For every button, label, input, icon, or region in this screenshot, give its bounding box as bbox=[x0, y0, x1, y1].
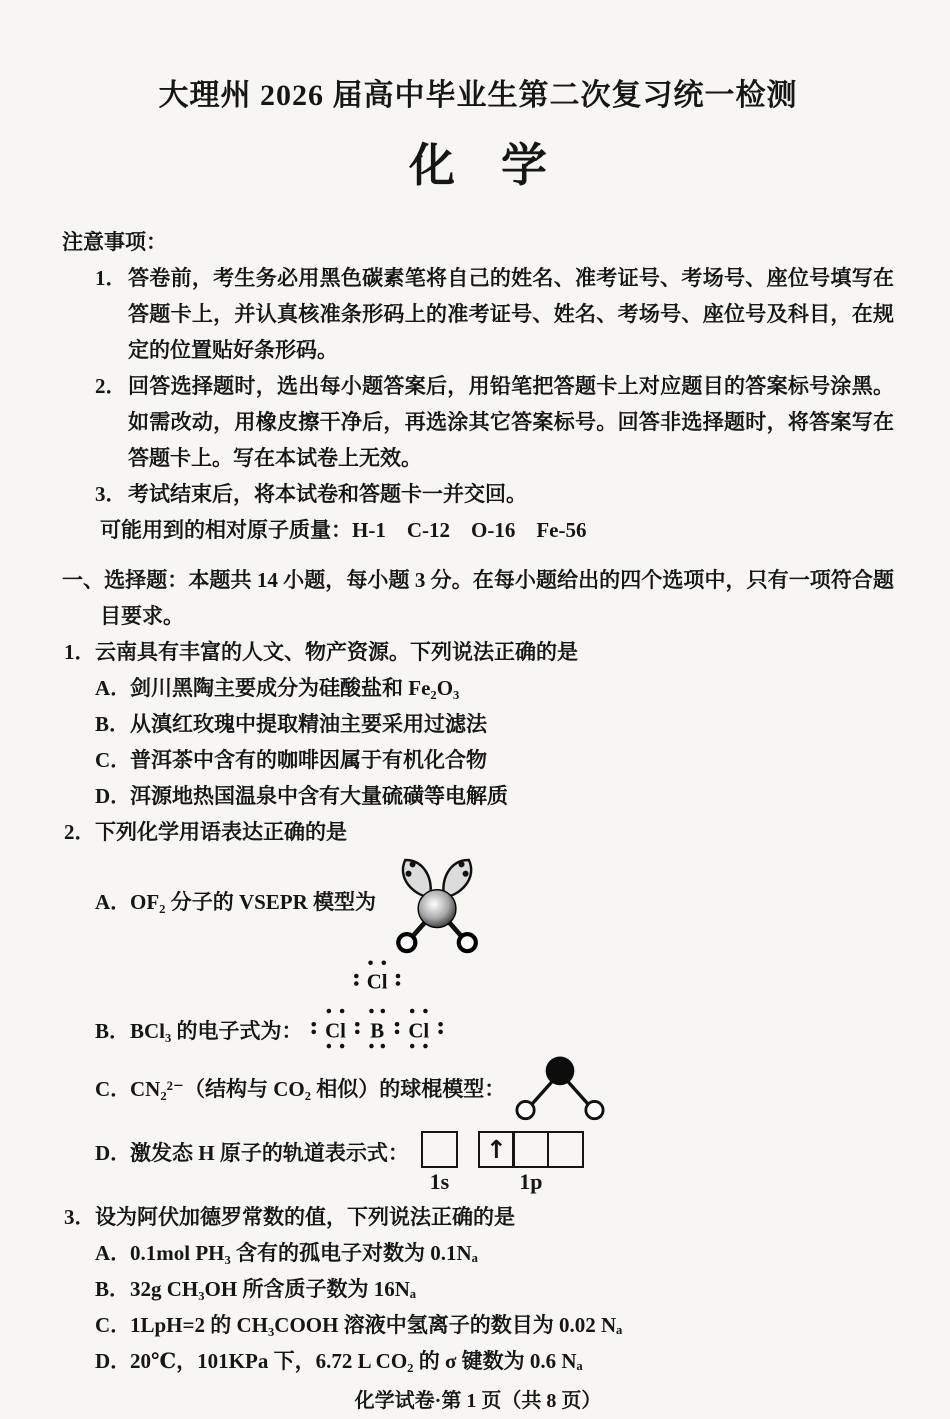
q3-option-d bbox=[62, 1343, 894, 1379]
q1-option-d-text: 洱源地热国温泉中含有大量硫磺等电解质 bbox=[130, 784, 508, 808]
q2-option-b-text: BCl₃ 的电子式为： bbox=[130, 1019, 303, 1043]
q1-option-d-label: D． bbox=[95, 784, 132, 808]
orbital-1s-group bbox=[421, 1131, 458, 1195]
notice-item-2-number: 2． bbox=[95, 374, 127, 398]
notice-item-1 bbox=[62, 260, 894, 368]
orbital-label-1p: 1p bbox=[519, 1169, 543, 1194]
orbital-1p-group bbox=[478, 1131, 584, 1195]
notice-item-1-text: 答卷前，考生务必用黑色碳素笔将自己的姓名、准考证号、考场号、座位号填写在答题卡上，并认真核准条形码上的准考证号、姓名、考场号、座位号及科目，在规定的位置贴好条形码。 bbox=[128, 266, 894, 362]
q3-option-a-label: A． bbox=[95, 1241, 132, 1265]
terminal-ball-left bbox=[517, 1101, 534, 1118]
up-arrow-icon: ↑ bbox=[485, 1135, 507, 1164]
q3-option-d-label: D． bbox=[95, 1349, 132, 1373]
q1-option-c-text: 普洱茶中含有的咖啡因属于有机化合物 bbox=[130, 748, 487, 772]
svg-text:Cl: Cl bbox=[407, 1018, 429, 1043]
question-2 bbox=[62, 814, 894, 1199]
q2-option-d-label: D． bbox=[95, 1141, 132, 1165]
notice-item-3-text: 考试结束后，将本试卷和答题卡一并交回。 bbox=[128, 482, 527, 506]
question-1-stem-text: 云南具有丰富的人文、物产资源。下列说法正确的是 bbox=[95, 640, 578, 664]
notice-section bbox=[62, 224, 894, 548]
question-1-number: 1． bbox=[64, 640, 96, 664]
question-1 bbox=[62, 634, 894, 814]
notice-item-2 bbox=[62, 368, 894, 476]
q1-option-a bbox=[62, 670, 894, 706]
q1-option-b bbox=[62, 706, 894, 742]
q2-option-d bbox=[62, 1129, 894, 1199]
notice-item-1-number: 1． bbox=[95, 266, 127, 290]
orbital-box-1p-3 bbox=[547, 1131, 584, 1168]
q2-option-b-label: B． bbox=[95, 1019, 131, 1043]
lewis-structure-diagram bbox=[309, 954, 451, 1051]
orbital-diagram bbox=[421, 1129, 584, 1195]
page-footer: 化学试卷·第 1 页（共 8 页） bbox=[354, 1390, 602, 1412]
question-2-stem bbox=[62, 814, 894, 850]
q1-option-c bbox=[62, 742, 894, 778]
q3-option-c bbox=[62, 1307, 894, 1343]
notice-item-2-text: 回答选择题时，选出每小题答案后，用铅笔把答题卡上对应题目的答案标号涂黑。如需改动，用橡皮擦干净后，再选涂其它答案标号。回答非选择题时，将答案写在答题卡上。写在本试卷上无效。 bbox=[128, 374, 894, 470]
notice-heading: 注意事项： bbox=[62, 230, 167, 254]
q1-option-a-text: 剑川黑陶主要成分为硅酸盐和 Fe₂O₃ bbox=[130, 676, 460, 700]
question-2-number: 2． bbox=[64, 820, 96, 844]
q1-option-d bbox=[62, 778, 894, 814]
question-3-stem-text: 设为阿伏加德罗常数的值，下列说法正确的是 bbox=[95, 1205, 515, 1229]
lewis-top-cl bbox=[354, 960, 400, 993]
section-1-heading: 一、选择题：本题共 14 小题，每小题 3 分。在每小题给出的四个选项中，只有一项符合题目要求。 bbox=[62, 568, 894, 628]
q3-option-b-text: 32g CH₃OH 所含质子数为 16Nₐ bbox=[130, 1277, 417, 1301]
q3-option-a bbox=[62, 1235, 894, 1271]
atomic-masses-line: 可能用到的相对原子质量：H-1 C-12 O-16 Fe-56 bbox=[100, 518, 587, 542]
q2-option-c bbox=[62, 1051, 894, 1127]
q2-option-a-label: A． bbox=[95, 890, 132, 914]
q2-option-b bbox=[62, 954, 894, 1051]
q3-option-d-text: 20℃，101KPa 下，6.72 L CO₂ 的 σ 键数为 0.6 Nₐ bbox=[130, 1349, 583, 1373]
vsepr-model-diagram bbox=[386, 850, 490, 954]
svg-text:Cl: Cl bbox=[324, 1018, 346, 1043]
orbital-label-1s: 1s bbox=[429, 1169, 450, 1194]
notice-item-3-number: 3． bbox=[95, 482, 127, 506]
orbital-1p-boxes bbox=[478, 1131, 584, 1168]
q2-option-a-text: OF₂ 分子的 VSEPR 模型为 bbox=[130, 890, 377, 914]
question-3-number: 3． bbox=[64, 1205, 96, 1229]
question-2-stem-text: 下列化学用语表达正确的是 bbox=[95, 820, 347, 844]
question-1-stem bbox=[62, 634, 894, 670]
q2-option-d-text: 激发态 H 原子的轨道表示式： bbox=[130, 1141, 409, 1165]
page-title: 大理州 2026 届高中毕业生第二次复习统一检测 bbox=[158, 79, 798, 112]
q1-option-b-text: 从滇红玫瑰中提取精油主要采用过滤法 bbox=[130, 712, 487, 736]
notice-item-3 bbox=[62, 476, 894, 512]
q2-option-c-text: CN₂²⁻（结构与 CO₂ 相似）的球棍模型： bbox=[130, 1077, 506, 1101]
q2-option-c-label: C． bbox=[95, 1077, 132, 1101]
orbital-box-1p-1 bbox=[478, 1131, 515, 1168]
svg-text:B: B bbox=[369, 1018, 384, 1043]
central-ball bbox=[546, 1056, 575, 1085]
terminal-atom-right bbox=[459, 934, 476, 951]
q3-option-b-label: B． bbox=[95, 1277, 131, 1301]
q3-option-b bbox=[62, 1271, 894, 1307]
q3-option-c-text: 1LpH=2 的 CH₃COOH 溶液中氢离子的数目为 0.02 Nₐ bbox=[130, 1313, 623, 1337]
q1-option-c-label: C． bbox=[95, 748, 132, 772]
ball-and-stick-model-diagram bbox=[515, 1054, 605, 1126]
central-atom bbox=[418, 890, 456, 928]
q1-option-b-label: B． bbox=[95, 712, 131, 736]
terminal-atom-left bbox=[398, 934, 415, 951]
question-3-stem bbox=[62, 1199, 894, 1235]
svg-text:Cl: Cl bbox=[366, 969, 388, 994]
lewis-bottom-row bbox=[311, 1009, 442, 1049]
question-3 bbox=[62, 1199, 894, 1379]
orbital-box-1p-2 bbox=[512, 1131, 549, 1168]
orbital-box-1s bbox=[421, 1131, 458, 1168]
terminal-ball-right bbox=[586, 1101, 603, 1118]
q1-option-a-label: A． bbox=[95, 676, 132, 700]
q2-option-a bbox=[62, 850, 894, 954]
subject-title: 化 学 bbox=[409, 140, 547, 191]
q3-option-a-text: 0.1mol PH₃ 含有的孤电子对数为 0.1Nₐ bbox=[130, 1241, 478, 1265]
q3-option-c-label: C． bbox=[95, 1313, 132, 1337]
